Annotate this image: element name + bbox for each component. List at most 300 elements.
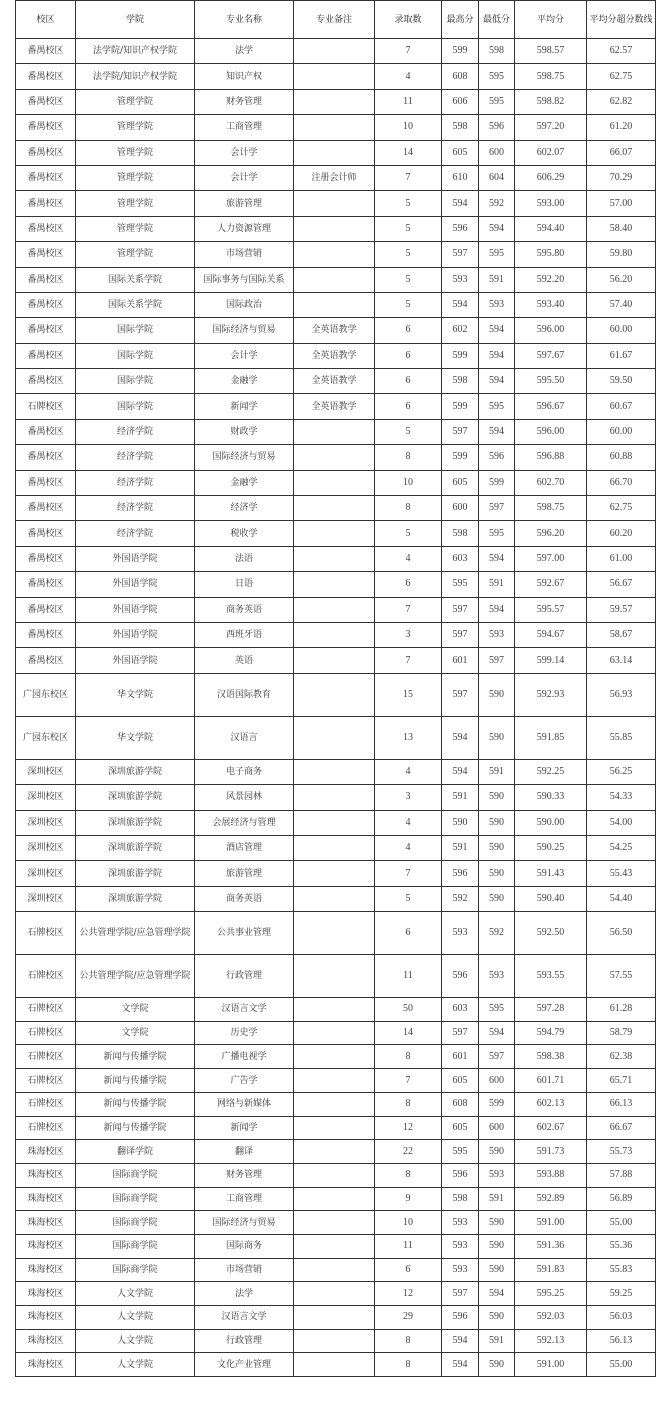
- cell-admitted-count: 10: [375, 115, 442, 140]
- table-row: [16, 1353, 656, 1377]
- cell-max-score: 610: [442, 165, 479, 190]
- cell-college: 华文学院: [76, 673, 195, 716]
- cell-major: 市场营销: [195, 1258, 294, 1282]
- cell-avg-above-line: 66.13: [587, 1092, 656, 1116]
- cell-avg-above-line: 60.00: [587, 318, 656, 343]
- cell-major: 旅游管理: [195, 191, 294, 216]
- cell-admitted-count: 5: [375, 242, 442, 267]
- table-row: [16, 835, 656, 860]
- header-major: 专业名称: [195, 1, 294, 39]
- cell-campus: 石牌校区: [16, 394, 76, 419]
- cell-avg-score: 596.00: [515, 318, 587, 343]
- cell-min-score: 593: [479, 292, 515, 317]
- cell-min-score: 595: [479, 998, 515, 1022]
- cell-college: 法学院/知识产权学院: [76, 39, 195, 64]
- cell-major: 会计学: [195, 343, 294, 368]
- cell-college: 经济学院: [76, 445, 195, 470]
- cell-admitted-count: 7: [375, 648, 442, 673]
- cell-major: 法学: [195, 39, 294, 64]
- table-row: [16, 597, 656, 622]
- table-row: [16, 1163, 656, 1187]
- cell-major-note: [294, 140, 375, 165]
- cell-max-score: 601: [442, 1045, 479, 1069]
- cell-college: 人文学院: [76, 1329, 195, 1353]
- cell-major: 国际商务: [195, 1234, 294, 1258]
- cell-campus: 珠海校区: [16, 1140, 76, 1164]
- cell-major: 国际政治: [195, 292, 294, 317]
- cell-college: 国际学院: [76, 343, 195, 368]
- table-row: [16, 242, 656, 267]
- cell-max-score: 591: [442, 835, 479, 860]
- cell-avg-above-line: 60.00: [587, 419, 656, 444]
- cell-campus: 深圳校区: [16, 861, 76, 886]
- cell-admitted-count: 22: [375, 1140, 442, 1164]
- cell-college: 文学院: [76, 998, 195, 1022]
- cell-major-note: [294, 445, 375, 470]
- cell-admitted-count: 6: [375, 572, 442, 597]
- cell-min-score: 594: [479, 343, 515, 368]
- cell-major: 风景园林: [195, 785, 294, 810]
- cell-avg-score: 597.67: [515, 343, 587, 368]
- cell-min-score: 590: [479, 716, 515, 759]
- cell-campus: 珠海校区: [16, 1234, 76, 1258]
- cell-major: 会展经济与管理: [195, 810, 294, 835]
- cell-college: 公共管理学院/应急管理学院: [76, 955, 195, 998]
- cell-min-score: 596: [479, 445, 515, 470]
- cell-avg-above-line: 57.00: [587, 191, 656, 216]
- cell-admitted-count: 5: [375, 521, 442, 546]
- cell-college: 法学院/知识产权学院: [76, 64, 195, 89]
- cell-campus: 石牌校区: [16, 912, 76, 955]
- cell-avg-score: 591.85: [515, 716, 587, 759]
- cell-max-score: 593: [442, 912, 479, 955]
- cell-campus: 珠海校区: [16, 1353, 76, 1377]
- cell-min-score: 594: [479, 1282, 515, 1306]
- header-avg-above-line: 平均分超分数线: [587, 1, 656, 39]
- cell-campus: 珠海校区: [16, 1187, 76, 1211]
- cell-college: 管理学院: [76, 115, 195, 140]
- cell-campus: 番禺校区: [16, 648, 76, 673]
- cell-college: 新闻与传播学院: [76, 1045, 195, 1069]
- cell-max-score: 599: [442, 445, 479, 470]
- cell-admitted-count: 8: [375, 496, 442, 521]
- cell-min-score: 590: [479, 1140, 515, 1164]
- cell-major: 财务管理: [195, 89, 294, 114]
- cell-max-score: 594: [442, 716, 479, 759]
- cell-min-score: 593: [479, 1163, 515, 1187]
- cell-campus: 番禺校区: [16, 39, 76, 64]
- cell-avg-above-line: 54.25: [587, 835, 656, 860]
- cell-admitted-count: 15: [375, 673, 442, 716]
- cell-major: 公共事业管理: [195, 912, 294, 955]
- cell-min-score: 594: [479, 597, 515, 622]
- cell-major: 金融学: [195, 470, 294, 495]
- cell-admitted-count: 7: [375, 39, 442, 64]
- cell-max-score: 598: [442, 115, 479, 140]
- cell-major: 国际经济与贸易: [195, 1211, 294, 1235]
- cell-major-note: [294, 470, 375, 495]
- cell-admitted-count: 6: [375, 394, 442, 419]
- table-row: [16, 955, 656, 998]
- cell-avg-above-line: 56.13: [587, 1329, 656, 1353]
- cell-min-score: 591: [479, 267, 515, 292]
- cell-avg-above-line: 54.00: [587, 810, 656, 835]
- cell-campus: 深圳校区: [16, 785, 76, 810]
- cell-avg-score: 598.75: [515, 496, 587, 521]
- cell-college: 外国语学院: [76, 546, 195, 571]
- cell-avg-score: 592.25: [515, 759, 587, 784]
- cell-campus: 番禺校区: [16, 216, 76, 241]
- cell-avg-score: 599.14: [515, 648, 587, 673]
- cell-major-note: [294, 1069, 375, 1093]
- cell-max-score: 605: [442, 1069, 479, 1093]
- cell-min-score: 595: [479, 242, 515, 267]
- table-row: [16, 1282, 656, 1306]
- cell-avg-above-line: 66.67: [587, 1116, 656, 1140]
- cell-admitted-count: 11: [375, 89, 442, 114]
- cell-avg-above-line: 56.25: [587, 759, 656, 784]
- cell-major: 广播电视学: [195, 1045, 294, 1069]
- cell-avg-above-line: 62.82: [587, 89, 656, 114]
- cell-major-note: [294, 267, 375, 292]
- cell-min-score: 590: [479, 835, 515, 860]
- cell-college: 人文学院: [76, 1353, 195, 1377]
- cell-major-note: [294, 242, 375, 267]
- cell-major-note: [294, 622, 375, 647]
- cell-college: 国际学院: [76, 394, 195, 419]
- table-row: [16, 521, 656, 546]
- table-row: [16, 292, 656, 317]
- table-row: [16, 1258, 656, 1282]
- cell-major-note: [294, 292, 375, 317]
- table-body: [16, 39, 656, 1377]
- cell-min-score: 591: [479, 572, 515, 597]
- cell-admitted-count: 3: [375, 622, 442, 647]
- cell-college: 管理学院: [76, 89, 195, 114]
- cell-max-score: 593: [442, 267, 479, 292]
- table-row: [16, 572, 656, 597]
- cell-college: 深圳旅游学院: [76, 861, 195, 886]
- cell-max-score: 605: [442, 470, 479, 495]
- cell-max-score: 593: [442, 1258, 479, 1282]
- cell-major-note: 注册会计师: [294, 165, 375, 190]
- cell-major-note: [294, 835, 375, 860]
- cell-avg-score: 590.00: [515, 810, 587, 835]
- cell-college: 新闻与传播学院: [76, 1116, 195, 1140]
- cell-min-score: 604: [479, 165, 515, 190]
- cell-avg-score: 595.50: [515, 369, 587, 394]
- cell-min-score: 590: [479, 1211, 515, 1235]
- cell-major: 汉语言文学: [195, 1306, 294, 1330]
- cell-major-note: [294, 648, 375, 673]
- cell-admitted-count: 7: [375, 861, 442, 886]
- cell-min-score: 594: [479, 318, 515, 343]
- cell-avg-score: 592.13: [515, 1329, 587, 1353]
- cell-major: 行政管理: [195, 1329, 294, 1353]
- cell-admitted-count: 10: [375, 1211, 442, 1235]
- cell-campus: 番禺校区: [16, 318, 76, 343]
- cell-avg-score: 592.89: [515, 1187, 587, 1211]
- cell-major-note: [294, 521, 375, 546]
- cell-avg-score: 598.57: [515, 39, 587, 64]
- cell-avg-above-line: 56.50: [587, 912, 656, 955]
- cell-max-score: 602: [442, 318, 479, 343]
- cell-college: 管理学院: [76, 242, 195, 267]
- cell-campus: 深圳校区: [16, 810, 76, 835]
- cell-max-score: 597: [442, 419, 479, 444]
- cell-avg-above-line: 59.25: [587, 1282, 656, 1306]
- cell-major-note: [294, 1234, 375, 1258]
- cell-major-note: [294, 1353, 375, 1377]
- cell-major-note: [294, 759, 375, 784]
- cell-min-score: 591: [479, 1187, 515, 1211]
- cell-admitted-count: 29: [375, 1306, 442, 1330]
- cell-admitted-count: 12: [375, 1282, 442, 1306]
- cell-admitted-count: 8: [375, 1092, 442, 1116]
- cell-avg-above-line: 62.75: [587, 64, 656, 89]
- cell-max-score: 594: [442, 1353, 479, 1377]
- cell-college: 外国语学院: [76, 597, 195, 622]
- table-row: [16, 546, 656, 571]
- cell-campus: 深圳校区: [16, 835, 76, 860]
- cell-avg-above-line: 56.89: [587, 1187, 656, 1211]
- cell-major: 经济学: [195, 496, 294, 521]
- cell-avg-above-line: 55.00: [587, 1353, 656, 1377]
- cell-major: 行政管理: [195, 955, 294, 998]
- cell-max-score: 601: [442, 648, 479, 673]
- cell-campus: 深圳校区: [16, 886, 76, 911]
- table-row: [16, 39, 656, 64]
- cell-admitted-count: 11: [375, 1234, 442, 1258]
- cell-campus: 石牌校区: [16, 1116, 76, 1140]
- table-row: [16, 1092, 656, 1116]
- cell-max-score: 599: [442, 394, 479, 419]
- cell-admitted-count: 14: [375, 140, 442, 165]
- cell-admitted-count: 3: [375, 785, 442, 810]
- table-row: [16, 785, 656, 810]
- cell-college: 国际商学院: [76, 1163, 195, 1187]
- cell-major: 日语: [195, 572, 294, 597]
- header-campus: 校区: [16, 1, 76, 39]
- header-max-score: 最高分: [442, 1, 479, 39]
- cell-admitted-count: 6: [375, 912, 442, 955]
- cell-college: 管理学院: [76, 165, 195, 190]
- cell-max-score: 598: [442, 369, 479, 394]
- cell-avg-score: 594.67: [515, 622, 587, 647]
- cell-avg-score: 593.40: [515, 292, 587, 317]
- cell-campus: 石牌校区: [16, 998, 76, 1022]
- cell-max-score: 597: [442, 242, 479, 267]
- cell-major-note: [294, 716, 375, 759]
- cell-min-score: 600: [479, 1069, 515, 1093]
- cell-max-score: 593: [442, 1234, 479, 1258]
- cell-avg-score: 601.71: [515, 1069, 587, 1093]
- cell-avg-above-line: 56.03: [587, 1306, 656, 1330]
- cell-campus: 广园东校区: [16, 716, 76, 759]
- cell-max-score: 598: [442, 1187, 479, 1211]
- cell-avg-score: 592.03: [515, 1306, 587, 1330]
- cell-campus: 番禺校区: [16, 267, 76, 292]
- cell-campus: 石牌校区: [16, 1021, 76, 1045]
- cell-major: 英语: [195, 648, 294, 673]
- table-row: [16, 216, 656, 241]
- cell-major-note: [294, 886, 375, 911]
- cell-major-note: [294, 1045, 375, 1069]
- cell-admitted-count: 5: [375, 292, 442, 317]
- cell-college: 外国语学院: [76, 622, 195, 647]
- cell-major-note: [294, 785, 375, 810]
- cell-avg-score: 597.00: [515, 546, 587, 571]
- cell-admitted-count: 14: [375, 1021, 442, 1045]
- cell-campus: 广园东校区: [16, 673, 76, 716]
- cell-major-note: [294, 1021, 375, 1045]
- cell-max-score: 597: [442, 1021, 479, 1045]
- cell-major-note: [294, 419, 375, 444]
- cell-avg-score: 592.50: [515, 912, 587, 955]
- table-row: [16, 1211, 656, 1235]
- cell-min-score: 592: [479, 912, 515, 955]
- cell-campus: 番禺校区: [16, 622, 76, 647]
- cell-max-score: 596: [442, 955, 479, 998]
- cell-campus: 番禺校区: [16, 191, 76, 216]
- cell-major: 酒店管理: [195, 835, 294, 860]
- cell-major: 税收学: [195, 521, 294, 546]
- cell-max-score: 593: [442, 1211, 479, 1235]
- cell-avg-score: 590.33: [515, 785, 587, 810]
- cell-major-note: [294, 1258, 375, 1282]
- table-row: [16, 1021, 656, 1045]
- cell-college: 公共管理学院/应急管理学院: [76, 912, 195, 955]
- cell-admitted-count: 5: [375, 267, 442, 292]
- cell-min-score: 593: [479, 622, 515, 647]
- cell-avg-above-line: 58.40: [587, 216, 656, 241]
- cell-campus: 珠海校区: [16, 1329, 76, 1353]
- cell-max-score: 603: [442, 998, 479, 1022]
- admission-scores-table: [15, 0, 656, 1377]
- cell-major-note: [294, 496, 375, 521]
- cell-avg-score: 596.00: [515, 419, 587, 444]
- cell-college: 外国语学院: [76, 572, 195, 597]
- cell-avg-score: 594.79: [515, 1021, 587, 1045]
- cell-min-score: 596: [479, 115, 515, 140]
- cell-college: 深圳旅游学院: [76, 810, 195, 835]
- cell-avg-score: 591.36: [515, 1234, 587, 1258]
- cell-admitted-count: 4: [375, 835, 442, 860]
- cell-avg-above-line: 65.71: [587, 1069, 656, 1093]
- cell-major: 汉语言文学: [195, 998, 294, 1022]
- cell-campus: 番禺校区: [16, 419, 76, 444]
- cell-min-score: 595: [479, 521, 515, 546]
- cell-max-score: 599: [442, 39, 479, 64]
- cell-avg-above-line: 57.88: [587, 1163, 656, 1187]
- cell-max-score: 608: [442, 64, 479, 89]
- cell-major: 汉语言: [195, 716, 294, 759]
- cell-major: 电子商务: [195, 759, 294, 784]
- cell-campus: 番禺校区: [16, 572, 76, 597]
- cell-avg-score: 596.20: [515, 521, 587, 546]
- cell-major: 新闻学: [195, 1116, 294, 1140]
- cell-min-score: 590: [479, 810, 515, 835]
- table-row: [16, 394, 656, 419]
- cell-admitted-count: 5: [375, 886, 442, 911]
- cell-campus: 番禺校区: [16, 546, 76, 571]
- cell-major-note: [294, 546, 375, 571]
- cell-college: 国际商学院: [76, 1234, 195, 1258]
- cell-admitted-count: 7: [375, 597, 442, 622]
- cell-avg-above-line: 63.14: [587, 648, 656, 673]
- table-row: [16, 470, 656, 495]
- cell-admitted-count: 13: [375, 716, 442, 759]
- header-major-note: 专业备注: [294, 1, 375, 39]
- cell-college: 国际关系学院: [76, 292, 195, 317]
- cell-min-score: 594: [479, 419, 515, 444]
- cell-major-note: [294, 216, 375, 241]
- cell-avg-score: 590.40: [515, 886, 587, 911]
- cell-min-score: 590: [479, 1353, 515, 1377]
- cell-major-note: [294, 597, 375, 622]
- cell-max-score: 597: [442, 673, 479, 716]
- cell-major-note: 全英语教学: [294, 343, 375, 368]
- cell-campus: 番禺校区: [16, 292, 76, 317]
- cell-admitted-count: 6: [375, 1258, 442, 1282]
- cell-avg-above-line: 62.57: [587, 39, 656, 64]
- cell-major-note: [294, 1282, 375, 1306]
- cell-min-score: 590: [479, 886, 515, 911]
- cell-max-score: 597: [442, 597, 479, 622]
- table-row: [16, 89, 656, 114]
- header-college: 学院: [76, 1, 195, 39]
- cell-min-score: 590: [479, 1258, 515, 1282]
- cell-major-note: [294, 673, 375, 716]
- cell-college: 华文学院: [76, 716, 195, 759]
- cell-min-score: 590: [479, 1306, 515, 1330]
- cell-college: 国际学院: [76, 369, 195, 394]
- cell-admitted-count: 9: [375, 1187, 442, 1211]
- cell-college: 外国语学院: [76, 648, 195, 673]
- cell-major-note: [294, 1163, 375, 1187]
- cell-campus: 番禺校区: [16, 369, 76, 394]
- table-row: [16, 673, 656, 716]
- table-row: [16, 1187, 656, 1211]
- cell-avg-score: 590.25: [515, 835, 587, 860]
- cell-major-note: 全英语教学: [294, 394, 375, 419]
- cell-college: 管理学院: [76, 216, 195, 241]
- cell-college: 国际商学院: [76, 1258, 195, 1282]
- cell-avg-score: 592.93: [515, 673, 587, 716]
- table-row: [16, 165, 656, 190]
- cell-major: 汉语国际教育: [195, 673, 294, 716]
- cell-college: 人文学院: [76, 1306, 195, 1330]
- cell-avg-above-line: 55.73: [587, 1140, 656, 1164]
- cell-avg-score: 596.88: [515, 445, 587, 470]
- cell-college: 经济学院: [76, 521, 195, 546]
- table-row: [16, 1329, 656, 1353]
- cell-campus: 番禺校区: [16, 521, 76, 546]
- cell-avg-above-line: 60.67: [587, 394, 656, 419]
- cell-max-score: 605: [442, 140, 479, 165]
- cell-admitted-count: 50: [375, 998, 442, 1022]
- cell-college: 经济学院: [76, 496, 195, 521]
- cell-campus: 珠海校区: [16, 1163, 76, 1187]
- cell-major-note: [294, 1211, 375, 1235]
- cell-min-score: 597: [479, 1045, 515, 1069]
- cell-max-score: 595: [442, 572, 479, 597]
- cell-max-score: 595: [442, 1140, 479, 1164]
- cell-max-score: 597: [442, 1282, 479, 1306]
- cell-avg-score: 595.80: [515, 242, 587, 267]
- cell-max-score: 594: [442, 1329, 479, 1353]
- table-row: [16, 115, 656, 140]
